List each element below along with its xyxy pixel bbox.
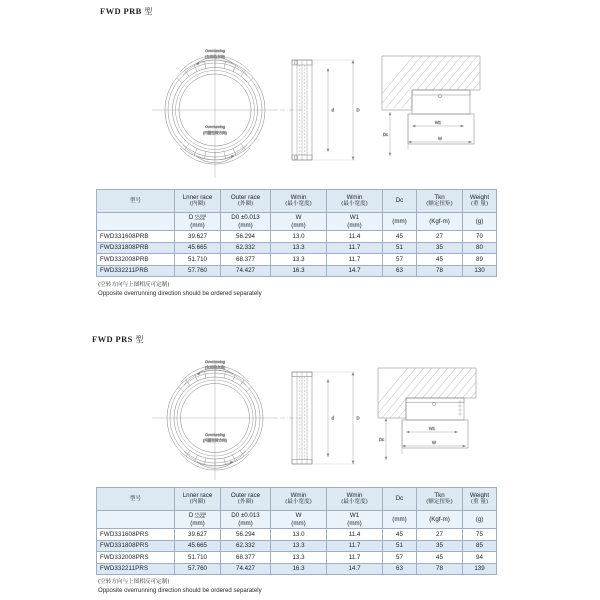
col-header-wmin: Wmin (最小宽度): [271, 488, 327, 511]
table-row: [97, 231, 497, 243]
col-header-dc: Dc: [383, 488, 417, 511]
housing-view-prs: [366, 358, 500, 460]
section-title-prs-en: FWD PRS: [92, 334, 133, 344]
cell-w: 16.3: [271, 563, 327, 575]
table-row: [97, 563, 497, 575]
subheader-W1: W1 (mm): [327, 511, 383, 529]
cell-tkn: 78: [417, 563, 463, 575]
cell-tkn: 27: [417, 231, 463, 243]
dim-label-D-prs: D: [356, 415, 360, 421]
subheader-D0: D0 ±0.013 (mm): [221, 511, 271, 529]
section-title-prb-en: FWD PRB: [100, 6, 142, 16]
cell-w: 13.0: [271, 231, 327, 243]
cell-model: FWD332211PRS: [97, 563, 175, 575]
subheader-D: D+0.008 -0.008 (mm): [175, 213, 221, 231]
col-header-tkn: Tkn (额定扭矩): [417, 190, 463, 213]
cell-dc: 63: [383, 265, 417, 277]
col-header-outer-race: Outer race (外圈): [221, 488, 271, 511]
col-header-wmin: Wmin (最小宽度): [271, 190, 327, 213]
cell-w: 13.3: [271, 242, 327, 254]
cell-w1: 11.7: [327, 540, 383, 552]
col-header-model: 型号: [97, 488, 175, 511]
subheader-tkn-unit: (Kgf-m): [417, 213, 463, 231]
subheader-dc-unit: (mm): [383, 213, 417, 231]
cell-model: FWD331608PRS: [97, 529, 175, 541]
spec-table-prb-head: [97, 190, 497, 231]
cell-w: 13.3: [271, 540, 327, 552]
cell-d0: 74.427: [221, 563, 271, 575]
col-header-weight: Weight (重 量): [463, 190, 497, 213]
table-row: [97, 529, 497, 541]
overrunning-top-label-cjk: (主动轮方向): [204, 365, 226, 370]
cell-weight: 75: [463, 529, 497, 541]
cell-d0: 74.427: [221, 265, 271, 277]
cell-weight: 94: [463, 552, 497, 564]
cell-w1: 11.7: [327, 254, 383, 266]
dim-label-W1-prb: W1: [434, 120, 442, 125]
cell-model: FWD332008PRS: [97, 552, 175, 564]
cell-d0: 62.332: [221, 242, 271, 254]
cell-tkn: 45: [417, 254, 463, 266]
footnote-prs-cjk: (空转方向与上图相反可定制): [98, 579, 170, 585]
dim-label-D-prb: D: [356, 107, 360, 113]
cell-model: FWD332211PRB: [97, 265, 175, 277]
cell-tkn: 35: [417, 540, 463, 552]
spec-table-prb: [96, 189, 497, 277]
section-title-prb: [100, 6, 153, 17]
cell-weight: 80: [463, 242, 497, 254]
dim-label-W-prb: W: [438, 136, 442, 141]
cell-dc: 57: [383, 552, 417, 564]
subheader-tkn-unit: (Kgf-m): [417, 511, 463, 529]
housing-view-prb: [370, 48, 500, 156]
spec-table-prs: [96, 487, 497, 575]
cell-w1: 11.4: [327, 231, 383, 243]
footnote-prb-cjk: (空转方向与上图相反可定制): [98, 282, 170, 288]
col-header-dc: Dc: [383, 190, 417, 213]
overrunning-bottom-label-en: Overrunning: [205, 433, 225, 437]
section-title-prs-cjk: 型: [135, 335, 144, 344]
section-view-prb: [280, 60, 360, 160]
cell-weight: 130: [463, 265, 497, 277]
cell-w: 16.3: [271, 265, 327, 277]
subheader-W: W (mm): [271, 511, 327, 529]
col-header-w1min: Wmin (最小宽度): [327, 488, 383, 511]
cell-w1: 14.7: [327, 265, 383, 277]
subheader-model-blank: [97, 511, 175, 529]
spec-table-prs-body: [97, 529, 497, 575]
dim-label-Dc-prs: Dc: [379, 437, 385, 442]
cell-weight: 70: [463, 231, 497, 243]
cell-weight: 85: [463, 540, 497, 552]
drawing-group-prb: [150, 38, 500, 183]
cell-model: FWD331808PRB: [97, 242, 175, 254]
subheader-D: D+0.008 -0.008 (mm): [175, 511, 221, 529]
section-title-prs: [92, 334, 144, 345]
footnote-prs: [98, 578, 262, 596]
cell-d: 51.710: [175, 254, 221, 266]
cell-d: 57.760: [175, 265, 221, 277]
cell-tkn: 27: [417, 529, 463, 541]
drawing-group-prs: [150, 352, 500, 484]
cell-d0: 56.294: [221, 529, 271, 541]
cell-w1: 14.7: [327, 563, 383, 575]
subheader-D0: D0 ±0.013 (mm): [221, 213, 271, 231]
cell-d: 39.627: [175, 231, 221, 243]
cell-w: 13.3: [271, 254, 327, 266]
col-header-inner-race: Lnner race (内圈): [175, 190, 221, 213]
cell-model: FWD331808PRS: [97, 540, 175, 552]
cell-model: FWD331608PRB: [97, 231, 175, 243]
dim-label-Dc-prb: Dc: [383, 132, 389, 137]
subheader-model-blank: [97, 213, 175, 231]
subheader-W: W (mm): [271, 213, 327, 231]
table-row: [97, 265, 497, 277]
cell-w1: 11.7: [327, 242, 383, 254]
cell-dc: 57: [383, 254, 417, 266]
cell-w1: 11.7: [327, 552, 383, 564]
cell-d: 39.627: [175, 529, 221, 541]
cell-dc: 51: [383, 540, 417, 552]
cell-tkn: 78: [417, 265, 463, 277]
cell-w: 13.0: [271, 529, 327, 541]
spec-table-prb-body: [97, 231, 497, 277]
cell-weight: 139: [463, 563, 497, 575]
table-row: [97, 540, 497, 552]
subheader-W1: W1 (mm): [327, 213, 383, 231]
cell-w: 13.3: [271, 552, 327, 564]
subheader-weight-unit: (g): [463, 511, 497, 529]
section-view-prs: [280, 372, 360, 464]
dim-label-d-prs: d: [331, 415, 334, 421]
dim-label-W1-prs: W1: [428, 426, 436, 431]
cell-d0: 56.294: [221, 231, 271, 243]
cell-d0: 68.377: [221, 254, 271, 266]
overrunning-top-label-en: Overrunning: [205, 360, 225, 364]
footnote-prs-en: Opposite overrunning direction should be ordered separately: [98, 587, 262, 595]
cell-d: 57.760: [175, 563, 221, 575]
dim-label-W-prs: W: [432, 440, 436, 445]
cell-model: FWD332008PRB: [97, 254, 175, 266]
cell-dc: 45: [383, 529, 417, 541]
col-header-w1min: Wmin (最小宽度): [327, 190, 383, 213]
overrunning-bottom-label-cjk: (内圈空转方向): [203, 131, 227, 135]
col-header-inner-race: Lnner race (内圈): [175, 488, 221, 511]
spec-table-prs-head: [97, 488, 497, 529]
overrunning-bottom-label-en: Overrunning: [205, 125, 225, 129]
cell-d0: 68.377: [221, 552, 271, 564]
front-view-prs: [152, 360, 278, 480]
dim-label-d-prb: d: [331, 107, 334, 113]
cell-d: 51.710: [175, 552, 221, 564]
table-row: [97, 242, 497, 254]
col-header-weight: Weight (重 量): [463, 488, 497, 511]
cell-d0: 62.332: [221, 540, 271, 552]
cell-w1: 11.4: [327, 529, 383, 541]
cell-tkn: 45: [417, 552, 463, 564]
overrunning-top-label-en: Overrunning: [205, 49, 225, 53]
col-header-tkn: Tkn (额定扭矩): [417, 488, 463, 511]
cell-weight: 89: [463, 254, 497, 266]
subheader-dc-unit: (mm): [383, 511, 417, 529]
overrunning-bottom-label-cjk: (内圈空转方向): [203, 438, 227, 443]
table-row: [97, 552, 497, 564]
overrunning-top-label-cjk: (主动轮方向): [204, 55, 226, 59]
subheader-weight-unit: (g): [463, 213, 497, 231]
cell-d: 45.665: [175, 540, 221, 552]
cell-dc: 45: [383, 231, 417, 243]
col-header-outer-race: Outer race (外圈): [221, 190, 271, 213]
cell-d: 45.665: [175, 242, 221, 254]
footnote-prb: [98, 281, 262, 299]
section-title-prb-cjk: 型: [144, 7, 153, 16]
table-row: [97, 254, 497, 266]
front-view-prb: [152, 48, 278, 178]
cell-dc: 51: [383, 242, 417, 254]
cell-dc: 63: [383, 563, 417, 575]
footnote-prb-en: Opposite overrunning direction should be ordered separately: [98, 290, 262, 298]
cell-tkn: 35: [417, 242, 463, 254]
col-header-model: 型号: [97, 190, 175, 213]
